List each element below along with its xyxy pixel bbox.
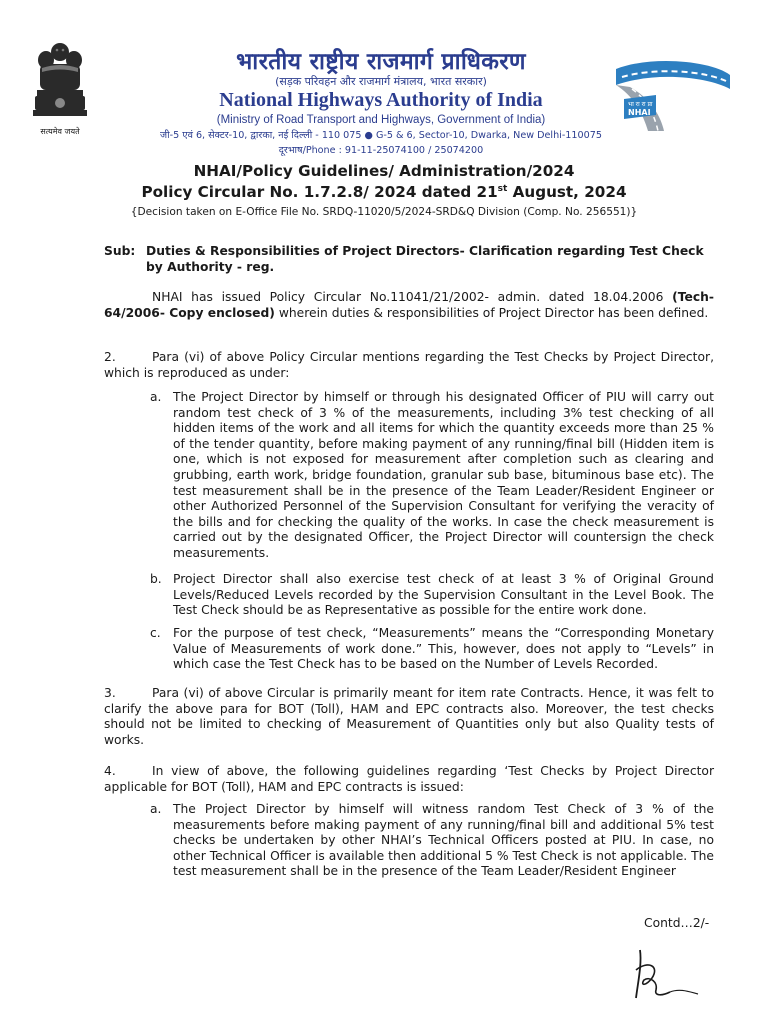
signature-initials bbox=[626, 942, 716, 1002]
para1-text-b: wherein duties & responsibilities of Project Director has been defined. bbox=[274, 305, 709, 320]
para2-item-c bbox=[150, 626, 714, 673]
item-text: The Project Director by himself or through his designated Officer of PIU will carry out random test check of 3 % of the measurements, including 3% test checking of all hidden items of the work and all items for which the quantity exceeds more than 25 % of the tender quantity, before making payment of any running/final bill (Hidden item is one, which is not exposed for measurement after completion such as clearing and grubbing, earth work, bridge foundation, granular sub base, bituminous base etc). The test measurement shall be in the presence of the Team Leader/Resident Engineer or other Authorized Personnel of the Supervision Consultant for verifying the veracity of the bills and for checking the quality of the works. In case the check measurement is carried out by the designated Officer, the Project Director will countersign the check measurements. bbox=[173, 390, 714, 560]
para3-number: 3. bbox=[104, 686, 116, 700]
para1-text-a: NHAI has issued Policy Circular No.11041/21/2002- admin. dated 18.04.2006 bbox=[152, 290, 673, 304]
para3-text: Para (vi) of above Circular is primarily meant for item rate Contracts. Hence, it was felt to clarify the above para for BOT (Toll), HAM and EPC contracts also. Moreover, the test checks should not be limited to checking of Measurement of Quantities only but also Quality tests of works. bbox=[104, 686, 714, 747]
nhai-logo bbox=[612, 55, 734, 135]
para4-text: In view of above, the following guidelines regarding ‘Test Checks by Project Director applicable for BOT (Toll), HAM and EPC contracts is issued: bbox=[104, 764, 714, 794]
subject-line bbox=[104, 243, 714, 275]
office-address: जी-5 एवं 6, सेक्टर-10, द्वारका, नई दिल्ली - 110 075 ● G-5 & 6, Sector-10, Dwarka, New Delhi-110075 bbox=[160, 130, 602, 141]
para1-bold: (Tech- 64/2006- Copy enclosed) bbox=[104, 290, 714, 320]
org-name-hindi: भारतीय राष्ट्रीय राजमार्ग प्राधिकरण bbox=[236, 48, 526, 75]
para4-item-a bbox=[150, 802, 714, 880]
paragraph-2 bbox=[104, 350, 714, 381]
paragraph-4 bbox=[104, 764, 714, 795]
national-emblem bbox=[28, 38, 92, 138]
para2-item-a bbox=[150, 390, 714, 562]
para2-item-b bbox=[150, 572, 714, 619]
para4-number: 4. bbox=[104, 764, 116, 778]
circular-category: NHAI/Policy Guidelines/ Administration/2024 bbox=[193, 162, 575, 180]
logo-hindi-text: भा रा रा प्रा bbox=[628, 101, 653, 108]
circular-number-prefix: Policy Circular No. 1.7.2.8/ 2024 dated 21 bbox=[141, 183, 498, 201]
para2-text: Para (vi) of above Policy Circular mentions regarding the Test Checks by Project Director, which is reproduced as under: bbox=[104, 350, 714, 380]
lion-capital-icon bbox=[28, 38, 92, 126]
ministry-hindi: (सड़क परिवहन और राजमार्ग मंत्रालय, भारत सरकार) bbox=[275, 75, 487, 88]
subject-label: Sub: bbox=[104, 244, 136, 258]
item-marker: a. bbox=[150, 802, 162, 816]
item-marker: a. bbox=[150, 390, 162, 404]
paragraph-3 bbox=[104, 686, 714, 748]
logo-nhai-text: NHAI bbox=[628, 108, 651, 117]
item-text: For the purpose of test check, “Measurements” means the “Corresponding Monetary Value of Measurements of work done.” This, however, does not apply to “Levels” in which case the Test Check has to be based on the Number of Levels Recorded. bbox=[173, 626, 714, 672]
paragraph-1 bbox=[104, 290, 714, 321]
date-ordinal: st bbox=[497, 183, 508, 194]
item-text: The Project Director by himself will witness random Test Check of 3 % of the measurements before making payment of any running/final bill and additional 5% test checks be undertaken by other NHAI’s Technical Officers posted at PIU. In case, no other Technical Officer is available then additional 5 % Test Check is not applicable. The test measurement shall be in the presence of the Team Leader/Resident Engineer bbox=[173, 802, 714, 879]
continued-marker: Contd…2/- bbox=[644, 916, 710, 930]
item-marker: b. bbox=[150, 572, 162, 586]
emblem-motto: सत्यमेव जयते bbox=[40, 127, 80, 136]
highway-logo-icon bbox=[612, 55, 734, 135]
office-phone: दूरभाष/Phone : 91-11-25074100 / 25074200 bbox=[278, 145, 484, 156]
item-text: Project Director shall also exercise test check of at least 3 % of Original Ground Levels/Reduced Levels recorded by the Supervision Consultant in the Level Book. The Test Check should be as Representative as possible for the entire work done. bbox=[173, 572, 714, 618]
circular-number bbox=[0, 183, 768, 201]
org-name-english: National Highways Authority of India bbox=[219, 89, 543, 111]
para2-number: 2. bbox=[104, 350, 116, 364]
subject-text: Duties & Responsibilities of Project Directors- Clarification regarding Test Check by Authority - reg. bbox=[146, 244, 704, 274]
item-marker: c. bbox=[150, 626, 161, 640]
decision-reference: {Decision taken on E-Office File No. SRDQ-11020/5/2024-SRD&Q Division (Comp. No. 256551)} bbox=[130, 206, 638, 218]
circular-number-suffix: August, 2024 bbox=[507, 183, 627, 201]
ministry-english: (Ministry of Road Transport and Highways, Government of India) bbox=[216, 114, 546, 126]
